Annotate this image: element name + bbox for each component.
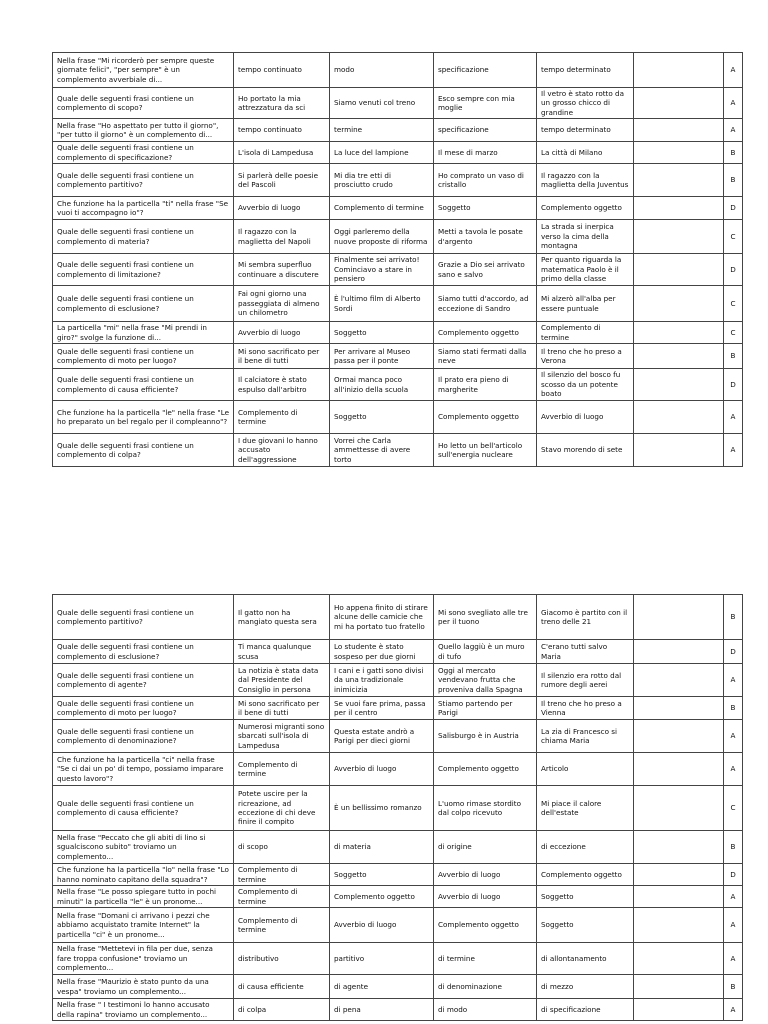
question-cell: Quale delle seguenti frasi contiene un complemento di limitazione?: [53, 254, 234, 286]
option-c-cell: di modo: [434, 999, 537, 1021]
answer-cell: A: [724, 908, 743, 943]
option-a-cell: Complemento di termine: [234, 753, 330, 786]
option-c-cell: Ho comprato un vaso di cristallo: [434, 164, 537, 197]
option-c-cell: Avverbio di luogo: [434, 864, 537, 886]
answer-cell: B: [724, 142, 743, 164]
blank-cell: [634, 119, 724, 142]
blank-cell: [634, 286, 724, 322]
option-c-cell: Esco sempre con mia moglie: [434, 88, 537, 119]
question-cell: Quale delle seguenti frasi contiene un complemento di moto per luogo?: [53, 344, 234, 369]
answer-cell: B: [724, 697, 743, 720]
table-row: [53, 434, 743, 467]
option-a-cell: tempo continuato: [234, 53, 330, 88]
blank-cell: [634, 697, 724, 720]
option-d-cell: Soggetto: [537, 886, 634, 908]
option-d-cell: Il silenzio era rotto dal rumore degli aerei: [537, 664, 634, 697]
quiz-table-body: [53, 595, 743, 1021]
option-b-cell: È l'ultimo film di Alberto Sordi: [330, 286, 434, 322]
option-a-cell: Potete uscire per la ricreazione, ad eccezione di chi deve finire il compito: [234, 786, 330, 831]
table-row: [53, 197, 743, 220]
blank-cell: [634, 720, 724, 753]
question-cell: Nella frase "Mettetevi in fila per due, senza fare troppa confusione" troviamo un complemento...: [53, 943, 234, 975]
blank-cell: [634, 595, 724, 640]
table-row: [53, 119, 743, 142]
option-a-cell: di scopo: [234, 831, 330, 864]
option-a-cell: Mi sono sacrificato per il bene di tutti: [234, 344, 330, 369]
option-a-cell: Avverbio di luogo: [234, 322, 330, 344]
option-d-cell: tempo determinato: [537, 119, 634, 142]
blank-cell: [634, 254, 724, 286]
table-row: [53, 254, 743, 286]
option-d-cell: Complemento oggetto: [537, 864, 634, 886]
quiz-table-2: [52, 594, 743, 1021]
option-d-cell: Complemento di termine: [537, 322, 634, 344]
blank-cell: [634, 401, 724, 434]
question-cell: Quale delle seguenti frasi contiene un complemento di materia?: [53, 220, 234, 254]
table-row: [53, 975, 743, 999]
option-b-cell: La luce del lampione: [330, 142, 434, 164]
table-row: [53, 344, 743, 369]
answer-cell: B: [724, 975, 743, 999]
answer-cell: D: [724, 864, 743, 886]
option-d-cell: Il ragazzo con la maglietta della Juventus: [537, 164, 634, 197]
blank-cell: [634, 434, 724, 467]
table-row: [53, 943, 743, 975]
option-b-cell: Soggetto: [330, 401, 434, 434]
question-cell: Quale delle seguenti frasi contiene un complemento di causa efficiente?: [53, 369, 234, 401]
answer-cell: A: [724, 88, 743, 119]
question-cell: Che funzione ha la particella "le" nella frase "Le ho preparato un bel regalo per il compleanno"?: [53, 401, 234, 434]
option-b-cell: Ormai manca poco all'inizio della scuola: [330, 369, 434, 401]
option-a-cell: Mi sembra superfluo continuare a discutere: [234, 254, 330, 286]
table-row: [53, 908, 743, 943]
option-b-cell: Complemento oggetto: [330, 886, 434, 908]
option-d-cell: di mezzo: [537, 975, 634, 999]
table-row: [53, 640, 743, 664]
option-c-cell: specificazione: [434, 53, 537, 88]
table-row: [53, 664, 743, 697]
question-cell: Che funzione ha la particella "ci" nella frase "Se ci dai un po' di tempo, possiamo imparare questo lavoro"?: [53, 753, 234, 786]
answer-cell: D: [724, 197, 743, 220]
option-c-cell: Siamo tutti d'accordo, ad eccezione di Sandro: [434, 286, 537, 322]
option-c-cell: L'uomo rimase stordito dal colpo ricevuto: [434, 786, 537, 831]
option-c-cell: Complemento oggetto: [434, 908, 537, 943]
question-cell: Quale delle seguenti frasi contiene un complemento di specificazione?: [53, 142, 234, 164]
blank-cell: [634, 864, 724, 886]
table-row: [53, 999, 743, 1021]
option-b-cell: partitivo: [330, 943, 434, 975]
option-b-cell: Complemento di termine: [330, 197, 434, 220]
question-cell: Quale delle seguenti frasi contiene un complemento di esclusione?: [53, 286, 234, 322]
answer-cell: A: [724, 943, 743, 975]
question-cell: Quale delle seguenti frasi contiene un complemento di esclusione?: [53, 640, 234, 664]
table-row: [53, 753, 743, 786]
option-a-cell: Fai ogni giorno una passeggiata di almeno un chilometro: [234, 286, 330, 322]
answer-cell: B: [724, 164, 743, 197]
option-c-cell: Ho letto un bell'articolo sull'energia nucleare: [434, 434, 537, 467]
blank-cell: [634, 344, 724, 369]
option-b-cell: Questa estate andrò a Parigi per dieci giorni: [330, 720, 434, 753]
option-b-cell: Avverbio di luogo: [330, 908, 434, 943]
answer-cell: A: [724, 664, 743, 697]
answer-cell: B: [724, 344, 743, 369]
option-c-cell: di termine: [434, 943, 537, 975]
question-cell: Nella frase "Maurizio è stato punto da una vespa" troviamo un complemento...: [53, 975, 234, 999]
option-a-cell: Il ragazzo con la maglietta del Napoli: [234, 220, 330, 254]
option-b-cell: Soggetto: [330, 864, 434, 886]
option-c-cell: Grazie a Dio sei arrivato sano e salvo: [434, 254, 537, 286]
answer-cell: A: [724, 119, 743, 142]
answer-cell: B: [724, 831, 743, 864]
option-d-cell: di allontanamento: [537, 943, 634, 975]
option-a-cell: Il gatto non ha mangiato questa sera: [234, 595, 330, 640]
option-c-cell: Oggi al mercato vendevano frutta che proveniva dalla Spagna: [434, 664, 537, 697]
option-a-cell: Numerosi migranti sono sbarcati sull'isola di Lampedusa: [234, 720, 330, 753]
option-d-cell: Stavo morendo di sete: [537, 434, 634, 467]
option-d-cell: Mi piace il calore dell'estate: [537, 786, 634, 831]
question-cell: Quale delle seguenti frasi contiene un complemento di moto per luogo?: [53, 697, 234, 720]
option-b-cell: Per arrivare al Museo passa per il ponte: [330, 344, 434, 369]
answer-cell: A: [724, 720, 743, 753]
quiz-table-1: [52, 52, 743, 467]
option-d-cell: di specificazione: [537, 999, 634, 1021]
option-d-cell: Complemento oggetto: [537, 197, 634, 220]
answer-cell: C: [724, 786, 743, 831]
answer-cell: B: [724, 595, 743, 640]
option-c-cell: Metti a tavola le posate d'argento: [434, 220, 537, 254]
option-d-cell: Il silenzio del bosco fu scosso da un potente boato: [537, 369, 634, 401]
table-row: [53, 595, 743, 640]
option-d-cell: Giacomo è partito con il treno delle 21: [537, 595, 634, 640]
blank-cell: [634, 640, 724, 664]
table-row: [53, 164, 743, 197]
option-a-cell: L'isola di Lampedusa: [234, 142, 330, 164]
question-cell: Nella frase " I testimoni lo hanno accusato della rapina" troviamo un complemento...: [53, 999, 234, 1021]
blank-cell: [634, 664, 724, 697]
option-c-cell: Quello laggiù è un muro di tufo: [434, 640, 537, 664]
option-a-cell: I due giovani lo hanno accusato dell'aggressione: [234, 434, 330, 467]
answer-cell: D: [724, 640, 743, 664]
option-b-cell: Se vuoi fare prima, passa per il centro: [330, 697, 434, 720]
answer-cell: A: [724, 401, 743, 434]
blank-cell: [634, 831, 724, 864]
answer-cell: A: [724, 53, 743, 88]
question-cell: La particella "mi" nella frase "Mi prendi in giro?" svolge la funzione di...: [53, 322, 234, 344]
option-b-cell: Vorrei che Carla ammettesse di avere torto: [330, 434, 434, 467]
table-row: [53, 53, 743, 88]
blank-cell: [634, 197, 724, 220]
table-row: [53, 697, 743, 720]
question-cell: Quale delle seguenti frasi contiene un complemento di agente?: [53, 664, 234, 697]
question-cell: Quale delle seguenti frasi contiene un complemento di denominazione?: [53, 720, 234, 753]
option-a-cell: Complemento di termine: [234, 401, 330, 434]
option-d-cell: Per quanto riguarda la matematica Paolo è il primo della classe: [537, 254, 634, 286]
option-b-cell: I cani e i gatti sono divisi da una tradizionale inimicizia: [330, 664, 434, 697]
option-c-cell: Complemento oggetto: [434, 322, 537, 344]
option-c-cell: di origine: [434, 831, 537, 864]
table-row: [53, 401, 743, 434]
table-row: [53, 142, 743, 164]
option-b-cell: È un bellissimo romanzo: [330, 786, 434, 831]
option-c-cell: Complemento oggetto: [434, 753, 537, 786]
option-d-cell: di eccezione: [537, 831, 634, 864]
option-c-cell: specificazione: [434, 119, 537, 142]
option-b-cell: di pena: [330, 999, 434, 1021]
option-b-cell: di agente: [330, 975, 434, 999]
table-row: [53, 286, 743, 322]
option-c-cell: Siamo stati fermati dalla neve: [434, 344, 537, 369]
blank-cell: [634, 164, 724, 197]
table-row: [53, 864, 743, 886]
option-b-cell: Finalmente sei arrivato! Cominciavo a stare in pensiero: [330, 254, 434, 286]
option-a-cell: di colpa: [234, 999, 330, 1021]
question-cell: Che funzione ha la particella "lo" nella frase "Lo hanno nominato capitano della squadra"?: [53, 864, 234, 886]
blank-cell: [634, 975, 724, 999]
answer-cell: C: [724, 220, 743, 254]
question-cell: Nella frase "Peccato che gli abiti di lino si sgualciscono subito" troviamo un complemento...: [53, 831, 234, 864]
option-b-cell: Lo studente è stato sospeso per due giorni: [330, 640, 434, 664]
option-b-cell: Siamo venuti col treno: [330, 88, 434, 119]
option-d-cell: Il vetro è stato rotto da un grosso chicco di grandine: [537, 88, 634, 119]
option-b-cell: Oggi parleremo della nuove proposte di riforma: [330, 220, 434, 254]
blank-cell: [634, 886, 724, 908]
blank-cell: [634, 999, 724, 1021]
option-b-cell: modo: [330, 53, 434, 88]
blank-cell: [634, 943, 724, 975]
option-c-cell: Il prato era pieno di margherite: [434, 369, 537, 401]
answer-cell: A: [724, 999, 743, 1021]
blank-cell: [634, 53, 724, 88]
option-a-cell: tempo continuato: [234, 119, 330, 142]
option-a-cell: Si parlerà delle poesie del Pascoli: [234, 164, 330, 197]
question-cell: Quale delle seguenti frasi contiene un complemento partitivo?: [53, 164, 234, 197]
table-row: [53, 88, 743, 119]
option-a-cell: Avverbio di luogo: [234, 197, 330, 220]
option-c-cell: Complemento oggetto: [434, 401, 537, 434]
option-a-cell: di causa efficiente: [234, 975, 330, 999]
option-c-cell: Avverbio di luogo: [434, 886, 537, 908]
option-c-cell: Soggetto: [434, 197, 537, 220]
blank-cell: [634, 88, 724, 119]
blank-cell: [634, 220, 724, 254]
option-a-cell: La notizia è stata data dal Presidente del Consiglio in persona: [234, 664, 330, 697]
blank-cell: [634, 786, 724, 831]
blank-cell: [634, 753, 724, 786]
option-d-cell: Avverbio di luogo: [537, 401, 634, 434]
option-b-cell: Avverbio di luogo: [330, 753, 434, 786]
question-cell: Nella frase "Le posso spiegare tutto in pochi minuti" la particella "le" è un pronome...: [53, 886, 234, 908]
question-cell: Nella frase "Domani ci arrivano i pezzi che abbiamo acquistato tramite Internet" la particella "ci" è un pronome...: [53, 908, 234, 943]
option-d-cell: La città di Milano: [537, 142, 634, 164]
option-c-cell: Il mese di marzo: [434, 142, 537, 164]
blank-cell: [634, 908, 724, 943]
option-a-cell: distributivo: [234, 943, 330, 975]
option-a-cell: Il calciatore è stato espulso dall'arbitro: [234, 369, 330, 401]
answer-cell: C: [724, 286, 743, 322]
option-c-cell: Stiamo partendo per Parigi: [434, 697, 537, 720]
option-c-cell: Mi sono svegliato alle tre per il tuono: [434, 595, 537, 640]
answer-cell: A: [724, 753, 743, 786]
option-a-cell: Ti manca qualunque scusa: [234, 640, 330, 664]
option-d-cell: Soggetto: [537, 908, 634, 943]
option-a-cell: Mi sono sacrificato per il bene di tutti: [234, 697, 330, 720]
option-b-cell: Mi dia tre etti di prosciutto crudo: [330, 164, 434, 197]
question-cell: Quale delle seguenti frasi contiene un complemento di causa efficiente?: [53, 786, 234, 831]
option-d-cell: La zia di Francesco si chiama Maria: [537, 720, 634, 753]
option-d-cell: La strada si inerpica verso la cima della montagna: [537, 220, 634, 254]
table-row: [53, 831, 743, 864]
option-c-cell: Salisburgo è in Austria: [434, 720, 537, 753]
table-row: [53, 220, 743, 254]
question-cell: Quale delle seguenti frasi contiene un complemento di scopo?: [53, 88, 234, 119]
question-cell: Nella frase "Ho aspettato per tutto il giorno", "per tutto il giorno" è un complemento di...: [53, 119, 234, 142]
question-cell: Nella frase "Mi ricorderò per sempre queste giornate felici", "per sempre" è un complemento avverbiale di...: [53, 53, 234, 88]
option-d-cell: Il treno che ho preso a Vienna: [537, 697, 634, 720]
option-d-cell: Mi alzerò all'alba per essere puntuale: [537, 286, 634, 322]
option-d-cell: tempo determinato: [537, 53, 634, 88]
answer-cell: A: [724, 886, 743, 908]
option-b-cell: termine: [330, 119, 434, 142]
option-a-cell: Complemento di termine: [234, 908, 330, 943]
question-cell: Quale delle seguenti frasi contiene un complemento di colpa?: [53, 434, 234, 467]
option-a-cell: Ho portato la mia attrezzatura da sci: [234, 88, 330, 119]
option-d-cell: Il treno che ho preso a Verona: [537, 344, 634, 369]
option-b-cell: Soggetto: [330, 322, 434, 344]
answer-cell: D: [724, 369, 743, 401]
option-b-cell: Ho appena finito di stirare alcune delle camicie che mi ha portato tuo fratello: [330, 595, 434, 640]
option-d-cell: C'erano tutti salvo Maria: [537, 640, 634, 664]
answer-cell: A: [724, 434, 743, 467]
blank-cell: [634, 322, 724, 344]
table-row: [53, 886, 743, 908]
quiz-table-body: [53, 53, 743, 467]
table-row: [53, 720, 743, 753]
question-cell: Quale delle seguenti frasi contiene un complemento partitivo?: [53, 595, 234, 640]
option-c-cell: di denominazione: [434, 975, 537, 999]
answer-cell: C: [724, 322, 743, 344]
answer-cell: D: [724, 254, 743, 286]
option-b-cell: di materia: [330, 831, 434, 864]
option-a-cell: Complemento di termine: [234, 886, 330, 908]
table-row: [53, 322, 743, 344]
question-cell: Che funzione ha la particella "ti" nella frase "Se vuoi ti accompagno io"?: [53, 197, 234, 220]
blank-cell: [634, 142, 724, 164]
table-row: [53, 369, 743, 401]
option-a-cell: Complemento di termine: [234, 864, 330, 886]
option-d-cell: Articolo: [537, 753, 634, 786]
table-row: [53, 786, 743, 831]
blank-cell: [634, 369, 724, 401]
